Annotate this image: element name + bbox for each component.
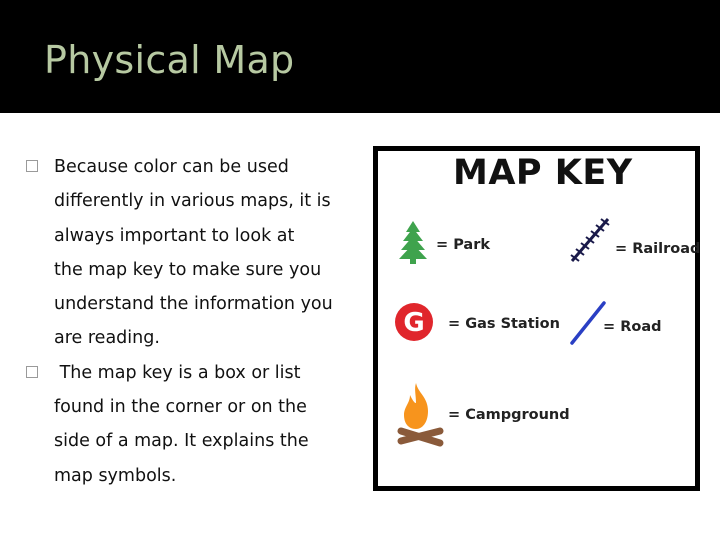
campfire-icon bbox=[396, 379, 448, 451]
gas-station-icon bbox=[394, 302, 434, 342]
bullet-marker-icon bbox=[26, 160, 38, 172]
bullet-text-line: understand the information you bbox=[54, 294, 333, 315]
map-key-image bbox=[373, 146, 700, 491]
map-key-title: MAP KEY bbox=[453, 153, 633, 193]
bullet-text-line: always important to look at bbox=[54, 225, 295, 246]
road-icon bbox=[568, 299, 608, 347]
railroad-icon bbox=[568, 215, 612, 265]
bullet-text-line: The map key is a box or list bbox=[54, 362, 301, 383]
gas-station-glyph: G bbox=[403, 308, 425, 338]
bullet-text-line: are reading. bbox=[54, 328, 160, 349]
bullet-item bbox=[26, 356, 356, 493]
bullet-text-line: side of a map. It explains the bbox=[54, 431, 309, 452]
bullet-text-line: found in the corner or on the bbox=[54, 397, 307, 418]
bullet-list bbox=[26, 150, 356, 493]
bullet-text-line: the map key to make sure you bbox=[54, 259, 322, 280]
tree-icon bbox=[398, 219, 428, 265]
railroad-label: = Railroad bbox=[615, 241, 701, 257]
road-label: = Road bbox=[603, 319, 662, 335]
park-label: = Park bbox=[436, 237, 491, 253]
bullet-text-line: differently in various maps, it is bbox=[54, 191, 331, 212]
bullet-item bbox=[26, 150, 356, 356]
bullet-text-line: Because color can be used bbox=[54, 157, 289, 177]
slide-title: Physical Map bbox=[44, 38, 295, 82]
bullet-marker-icon bbox=[26, 366, 38, 378]
bullet-text-line: map symbols. bbox=[54, 465, 177, 486]
campground-label: = Campground bbox=[448, 407, 570, 423]
gas-station-label: = Gas Station bbox=[448, 316, 560, 332]
title-bar bbox=[0, 0, 720, 113]
